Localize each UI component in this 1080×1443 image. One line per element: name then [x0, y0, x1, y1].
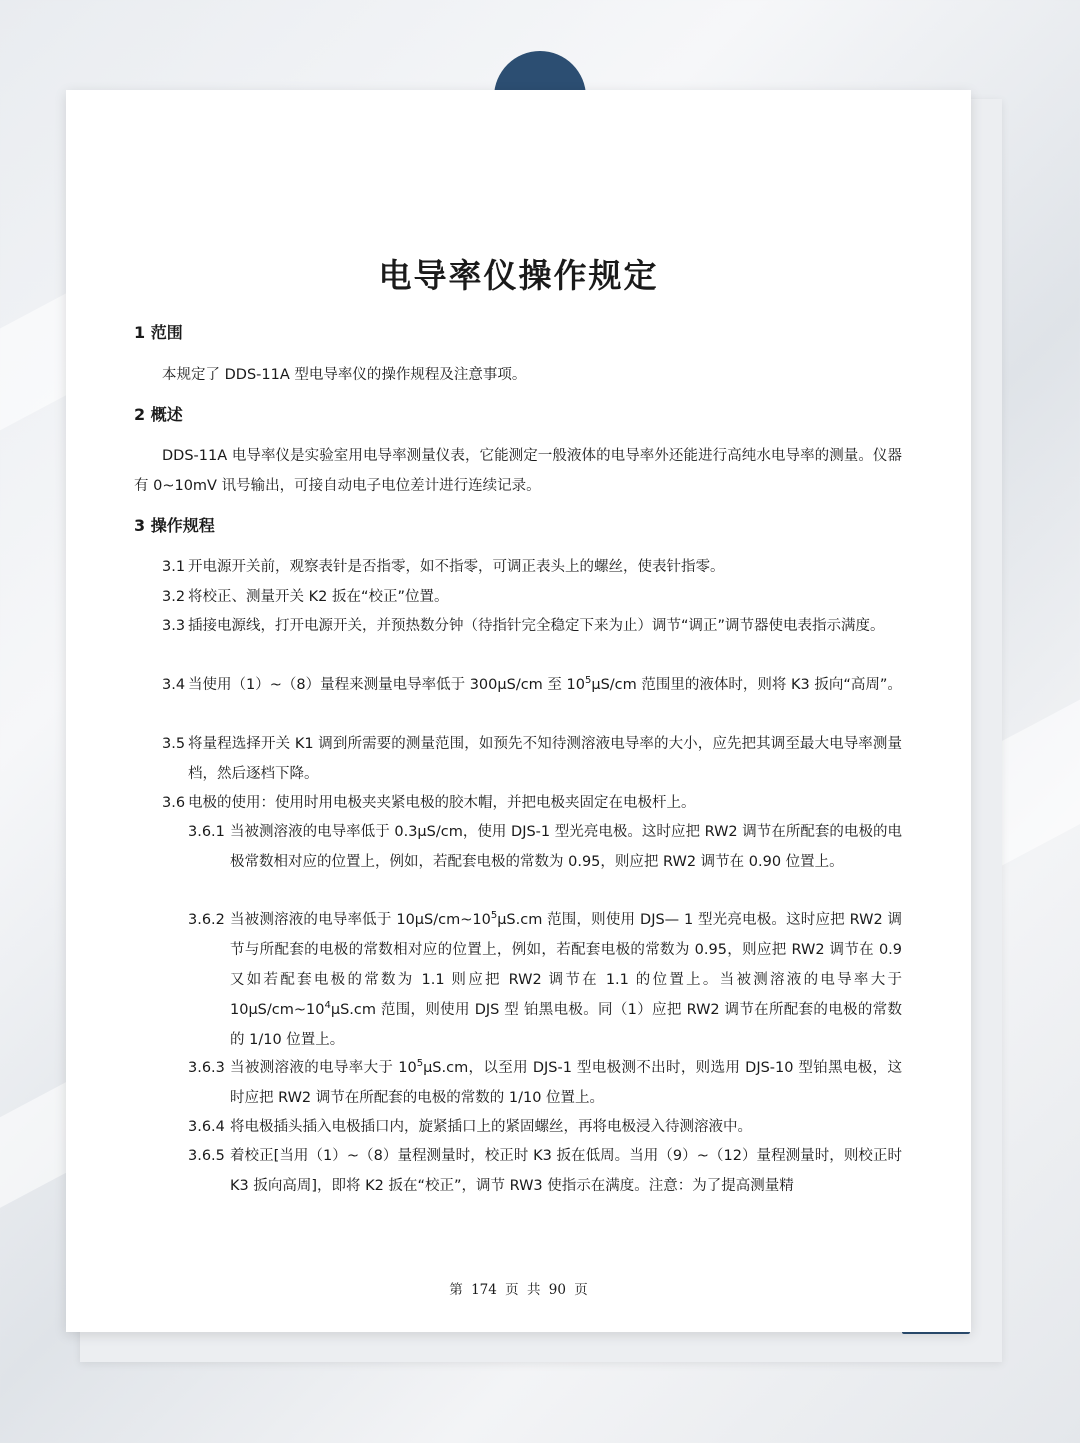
item-number: 3.3 [162, 618, 186, 634]
item-number: 3.6.2 [188, 912, 225, 928]
section-heading-overview: 2 概述 [134, 405, 183, 424]
item-text: 当使用（1）~（8）量程来测量电导率低于 300μS/cm 至 $10^5\mu S/cm$ 范围里的液体时，则将 K3 扳向“高周”。 [188, 675, 902, 693]
scope-paragraph: 本规定了 DDS-11A 型电导率仪的操作规程及注意事项。 [162, 367, 527, 383]
procedure-subitem [188, 817, 902, 877]
item-text: 电极的使用：使用时用电极夹夹紧电极的胶木帽，并把电极夹固定在电极杆上。 [188, 795, 696, 811]
page-footer: 第 174 页 共 90 页 [449, 1282, 588, 1298]
document-page [66, 90, 971, 1332]
item-number: 3.6.1 [188, 824, 225, 840]
exponent: 5 [584, 675, 592, 686]
exponent: 5 [490, 910, 498, 921]
item-text: 插接电源线，打开电源开关，并预热数分钟（待指针完全稳定下来为止）调节“调正”调节器使电表指示满度。 [188, 618, 885, 634]
item-number: 3.1 [162, 559, 186, 575]
procedure-item [162, 670, 902, 700]
overview-paragraph: DDS-11A 电导率仪是实验室用电导率测量仪表，它能测定一般液体的电导率外还能进行高纯水电导率的测量。仪器有 0~10mV 讯号输出，可接自动电子电位差计进行连续记录。 [134, 448, 902, 494]
exponent: 5 [416, 1058, 424, 1069]
item-text: 当被测溶液的电导率低于 0.3μS/cm，使用 DJS-1 型光亮电极。这时应把 RW2 调节在所配套的电极的电极常数相对应的位置上，例如，若配套电极的常数为 0.95，则应把 RW2 调节在 0.90 位置上。 [230, 824, 902, 870]
item-number: 3.6.5 [188, 1148, 225, 1164]
item-number: 3.4 [162, 677, 186, 693]
exponent: 4 [324, 1000, 331, 1011]
item-number: 3.6 [162, 795, 186, 811]
procedure-item [162, 611, 902, 641]
procedure-item [162, 582, 902, 612]
document-title: 电导率仪操作规定 [378, 256, 659, 295]
item-number: 3.6.3 [188, 1060, 225, 1076]
item-number: 3.2 [162, 589, 186, 605]
procedure-subitem [188, 1053, 902, 1113]
procedure-subitem [188, 1112, 902, 1142]
procedure-subitem [188, 1141, 902, 1201]
item-text: 开电源开关前，观察表针是否指零，如不指零，可调正表头上的螺丝，使表针指零。 [188, 559, 725, 575]
section-heading-procedure: 3 操作规程 [134, 516, 215, 535]
item-text: 着校正[当用（1）~（8）量程测量时，校正时 K3 扳在低周。当用（9）~（12）量程测量时，则校正时 K3 扳向高周]，即将 K2 扳在“校正”，调节 RW3 使指示在满度。注意：为了提高测量精 [230, 1148, 902, 1194]
item-number: 3.5 [162, 736, 186, 752]
procedure-subitem [188, 905, 902, 1055]
procedure-item [162, 788, 902, 818]
item-text: 将量程选择开关 K1 调到所需要的测量范围，如预先不知待测溶液电导率的大小，应先把其调至最大电导率测量档，然后逐档下降。 [188, 736, 902, 782]
section-heading-scope: 1 范围 [134, 323, 183, 342]
item-text: 当被测溶液的电导率大于 $10^5\mu S.cm$，以至用 DJS-1 型电极测不出时，则选用 DJS-10 型铂黑电极，这时应把 RW2 调节在所配套的电极的常数的 1/10 位置上。 [230, 1058, 902, 1106]
item-text: 将电极插头插入电极插口内，旋紧插口上的紧固螺丝，再将电极浸入待测溶液中。 [230, 1119, 752, 1135]
procedure-item [162, 552, 902, 582]
procedure-item [162, 729, 902, 789]
item-text: 将校正、测量开关 K2 扳在“校正”位置。 [188, 589, 449, 605]
item-number: 3.6.4 [188, 1119, 225, 1135]
item-text: 当被测溶液的电导率低于 $10\mu S/cm\sim 10^5\mu S.cm$ 范围，则使用 DJS— 1 型光亮电极。这时应把 RW2 调节与所配套的电极的常数相对应的位置上，例如，若配套电极的常数为 0.95，则应把 RW2 调节在 0.9 又如若配套电极的常数为 1.1 则应把 RW2 调节在 1.1 的位置上。当被测溶液的电导率大于 $10\mu S/cm\sim 10^4\mu S.cm$ 范围，则使用 DJS 型 铂黑电极。同（1）应把 RW2 调节在所配套的电极的常数的 1/10 位置上。 [230, 910, 902, 1048]
